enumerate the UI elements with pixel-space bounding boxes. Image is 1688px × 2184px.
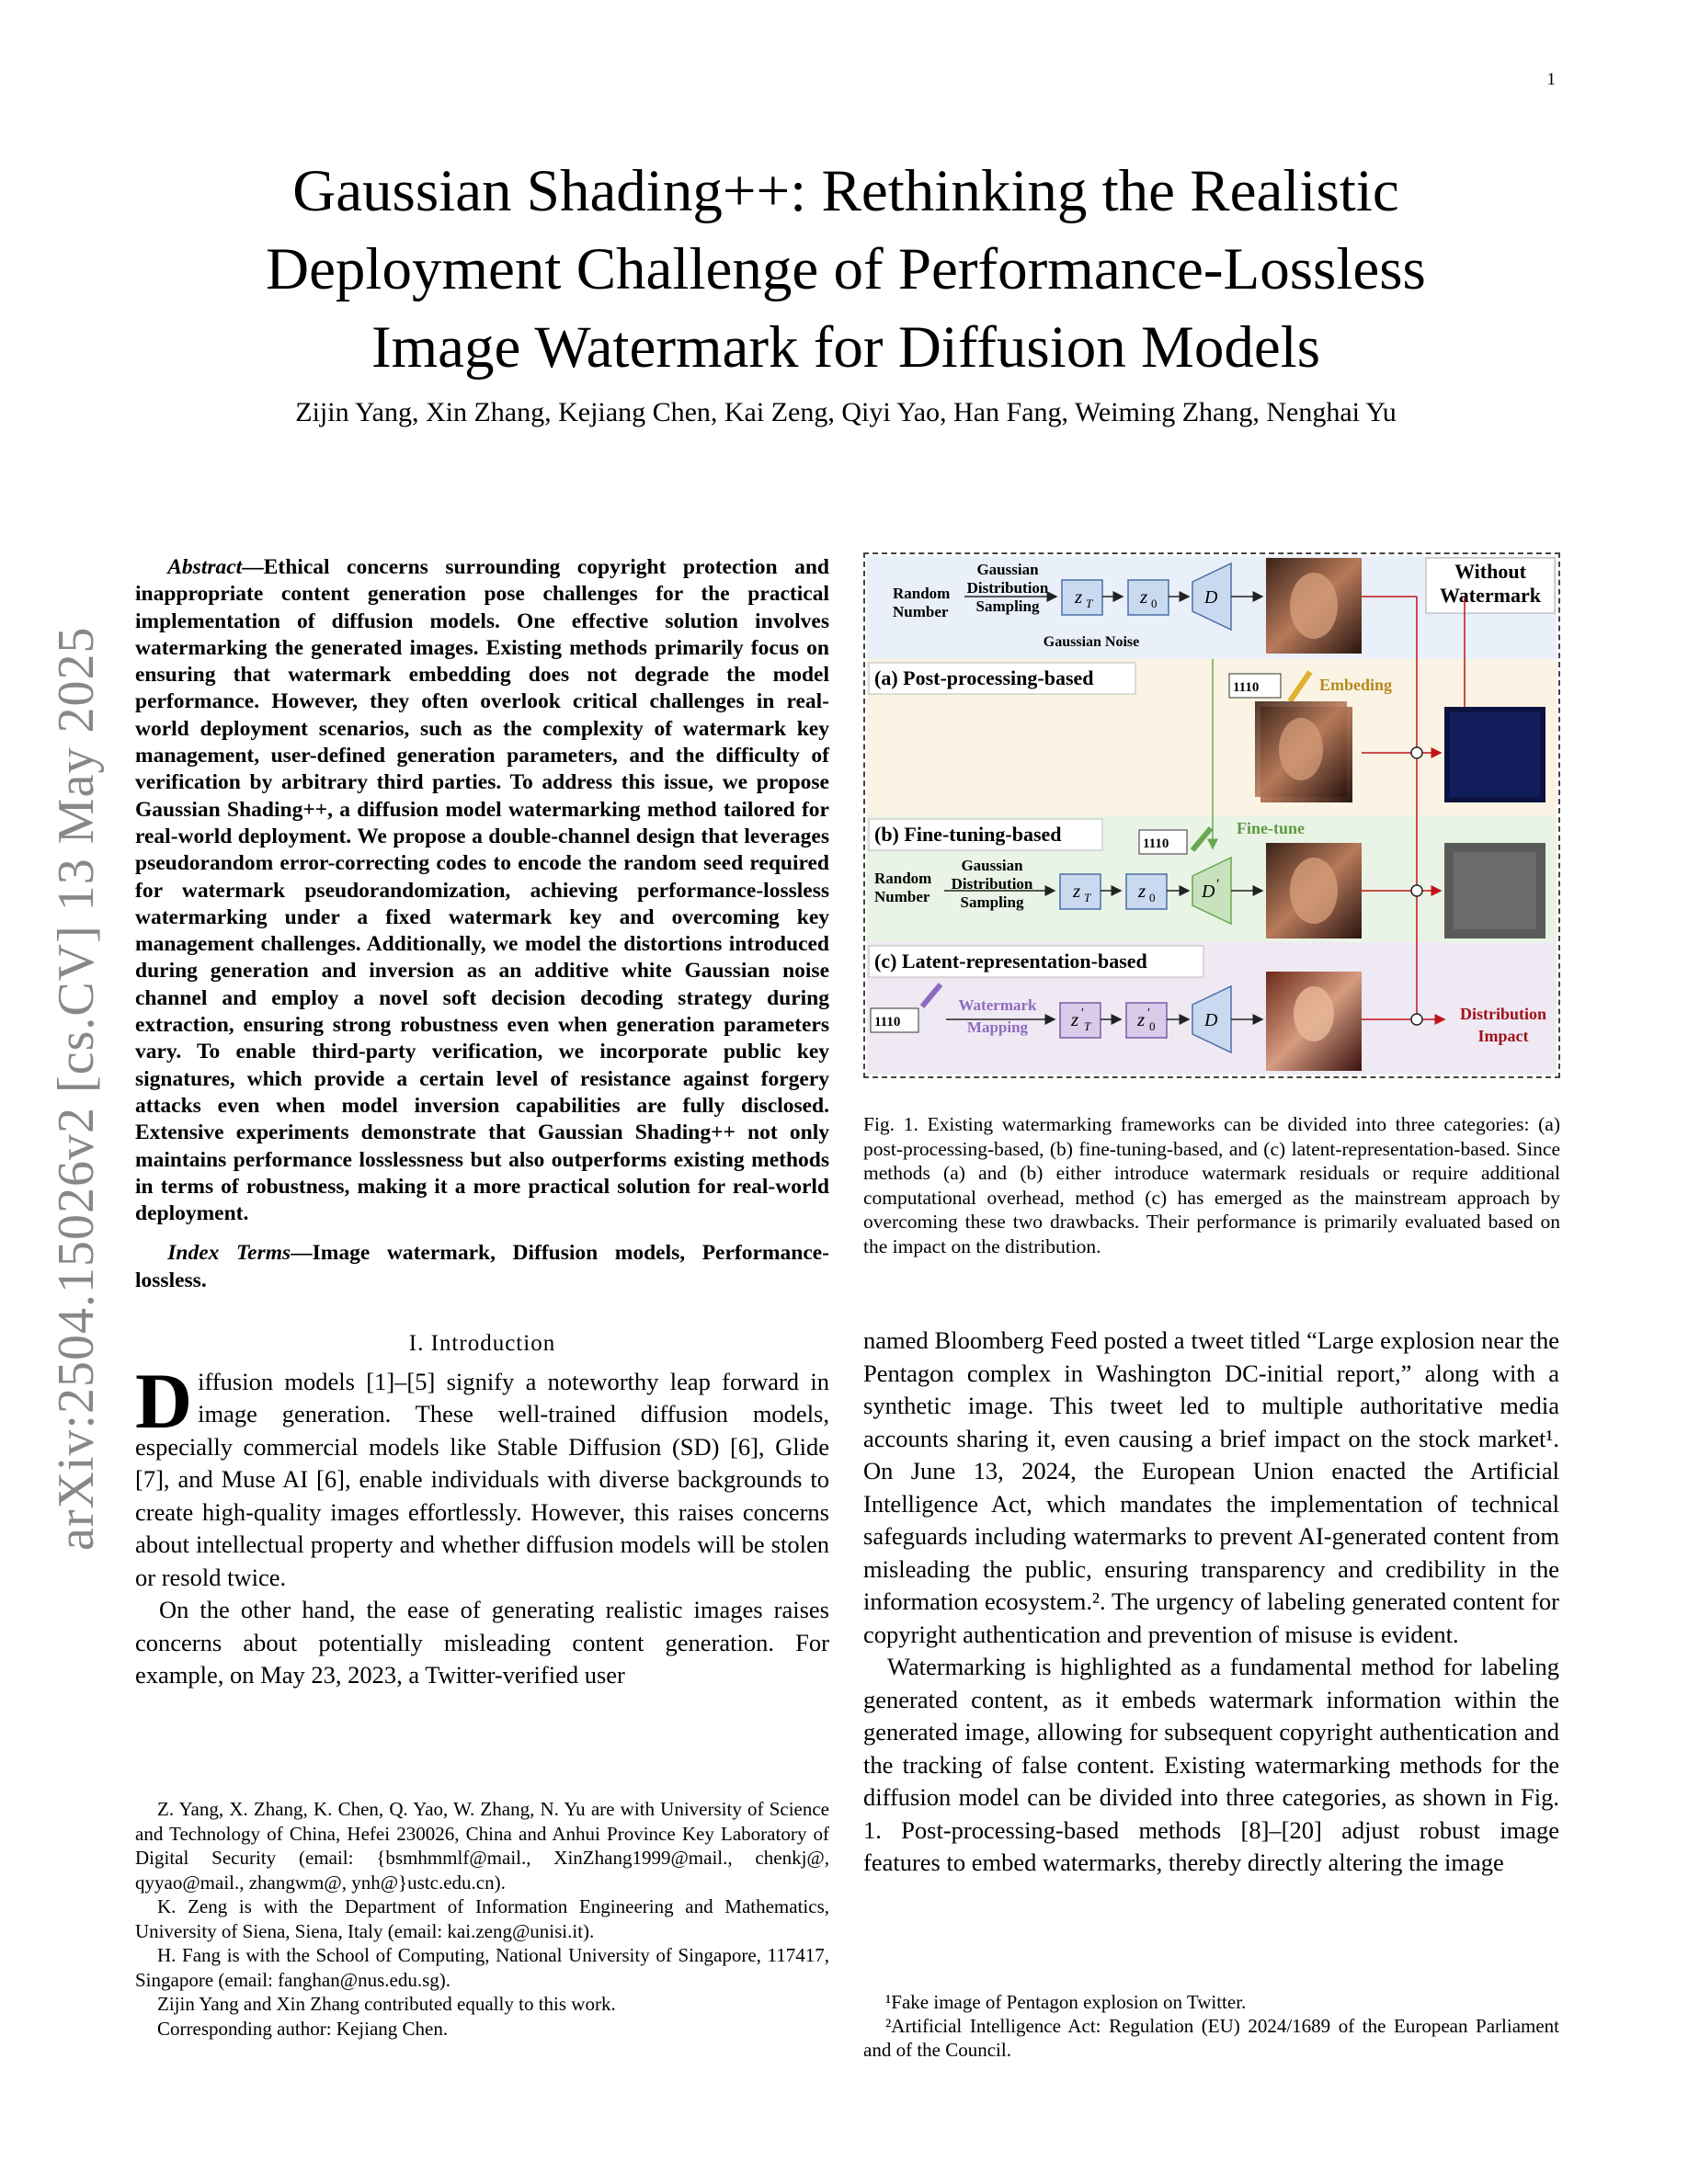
drop-cap: D — [135, 1356, 193, 1445]
affiliation-note: Z. Yang, X. Zhang, K. Chen, Q. Yao, W. Zhang, N. Yu are with University of Science and Technology of China, Hefei 230026, China and Anhui Province Key Laboratory of Digital Security (email: {bsmhmmlf@mail., XinZhang1999@mail., chenkj@, qyyao@mail., zhangwm@, ynh@}ustc.edu.cn). — [135, 1798, 829, 1894]
random-number-label: Random — [893, 585, 951, 602]
svg-text:Impact: Impact — [1477, 1027, 1529, 1045]
figure-diagram — [865, 554, 1558, 1076]
svg-text:z: z — [1073, 880, 1081, 902]
abstract-label: Abstract — [167, 555, 243, 579]
svg-text:z: z — [1071, 1008, 1079, 1030]
left-column — [135, 554, 829, 1692]
svg-text:1110: 1110 — [1143, 836, 1169, 851]
footnote-1: ¹Fake image of Pentagon explosion on Twitter. — [885, 1991, 1247, 2013]
affiliation-note: Corresponding author: Kejiang Chen. — [157, 2017, 449, 2040]
svg-text:D: D — [1204, 587, 1218, 608]
svg-text:′: ′ — [1216, 877, 1220, 893]
svg-text:Gaussian: Gaussian — [961, 857, 1023, 874]
intro-paragraph-1 — [135, 1356, 829, 1595]
svg-text:z: z — [1140, 586, 1148, 608]
svg-text:T: T — [1086, 597, 1093, 610]
watermark-mapping-label: Watermark — [958, 996, 1037, 1014]
abstract-text: —Ethical concerns surrounding copyright protection and inappropriate content generation pose challenges for the practical implementation of diffusion models. One effective solution involves watermarking the generated images. Existing methods primarily focus on ensuring that watermark embedding does not degrade the model performance. However, they often overlook critical challenges in real-world deployment scenarios, such as the complexity of watermark key management, user-defined generation parameters, and the difficulty of verification by arbitrary third parties. To address this issue, we propose Gaussian Shading++, a diffusion model watermarking method tailored for real-world deployment. We propose a double-channel design that leverages pseudorandom error-correcting codes to encode the random seed required for watermark pseudorandomization, achieving performance-lossless watermarking under a fixed watermark key and overcoming key management challenges. Additionally, we model the distortions introduced during generation and inversion as an additive white Gaussian noise channel and employ a novel soft decision decoding strategy during extraction, ensuring strong robustness even when generation parameters vary. To enable third-party verification, we incorporate public key signatures, which provide a certain level of resistance against forgery attacks even when model inversion capabilities are fully disclosed. Extensive experiments demonstrate that Gaussian Shading++ not only maintains performance losslessness but also outperforms existing methods in terms of robustness, making it a more practical solution for real-world deployment. — [135, 555, 829, 1226]
title-line: Image Watermark for Diffusion Models — [371, 314, 1321, 381]
svg-text:Sampling: Sampling — [960, 893, 1024, 911]
title-line: Gaussian Shading++: Rethinking the Realistic — [292, 158, 1399, 224]
affiliation-footnotes — [135, 1797, 829, 2041]
svg-text:1110: 1110 — [874, 1015, 901, 1029]
gaussian-noise-label: Gaussian Noise — [1043, 634, 1140, 650]
paper-title — [138, 153, 1554, 387]
svg-text:Watermark: Watermark — [1440, 584, 1541, 607]
affiliation-note: H. Fang is with the School of Computing, National University of Singapore, 117417, Singapore (email: fanghan@nus.edu.sg). — [135, 1944, 829, 1991]
svg-text:D: D — [1202, 882, 1215, 902]
footnote-2: ²Artificial Intelligence Act: Regulation (EU) 2024/1689 of the European Parliament and of the Council. — [863, 2015, 1559, 2061]
fine-tune-label: Fine-tune — [1237, 819, 1305, 837]
svg-text:′: ′ — [1147, 1007, 1151, 1020]
figure-1 — [863, 552, 1560, 1078]
svg-text:1110: 1110 — [1233, 680, 1260, 695]
embeding-label: Embeding — [1319, 676, 1393, 694]
abstract — [135, 554, 829, 1227]
affiliation-note: Zijin Yang and Xin Zhang contributed equally to this work. — [157, 1993, 616, 2015]
svg-text:Mapping: Mapping — [966, 1018, 1029, 1036]
post-processing-label: (a) Post-processing-based — [874, 666, 1094, 689]
index-terms — [135, 1240, 829, 1294]
fine-tuning-label: (b) Fine-tuning-based — [874, 823, 1062, 846]
svg-text:z: z — [1075, 586, 1083, 608]
arxiv-identifier: arXiv:2504.15026v2 [cs.CV] 13 May 2025 — [48, 626, 105, 1551]
svg-text:Without: Without — [1454, 560, 1526, 583]
figure-caption: Fig. 1. Existing watermarking frameworks can be divided into three categories: (a) post-processing-based, (b) fine-tuning-based, and (c) latent-representation-based. Since methods (a) and (b) either introduce watermark residuals or require additional computational overhead, method (c) has emerged as the mainstream approach by overcoming these two drawbacks. Their performance is primarily evaluated based on the impact on the distribution. — [863, 1113, 1560, 1257]
gaussian-sampling-label: Gaussian — [976, 561, 1039, 578]
svg-text:Random: Random — [874, 870, 932, 887]
author-list: Zijin Yang, Xin Zhang, Kejiang Chen, Kai Zeng, Qiyi Yao, Han Fang, Weiming Zhang, Nenghai Yu — [295, 397, 1397, 427]
right-paragraph-2: Watermarking is highlighted as a fundamental method for labeling generated content, as it embeds watermark information within the generated image, allowing for subsequent copyright authentication and the tracking of false content. Existing watermarking methods for the diffusion model can be divided into three categories, as shown in Fig. 1. Post-processing-based methods [8]–[20] adjust robust image features to embed watermarks, thereby directly altering the image — [863, 1653, 1559, 1876]
svg-text:Sampling: Sampling — [975, 597, 1040, 615]
index-terms-label: Index Terms — [167, 1241, 291, 1266]
affiliation-note: K. Zeng is with the Department of Information Engineering and Mathematics, University of Siena, Siena, Italy (email: kai.zeng@unisi.it). — [135, 1895, 829, 1942]
section-heading: I. Introduction — [408, 1331, 556, 1357]
page-number: 1 — [1546, 70, 1556, 89]
svg-text:Distribution: Distribution — [951, 875, 1033, 893]
svg-text:T: T — [1084, 1019, 1091, 1033]
page-footnotes — [863, 1990, 1559, 2062]
title-line: Deployment Challenge of Performance-Lossless — [266, 236, 1426, 302]
distribution-impact-label: Distribution — [1459, 1005, 1547, 1023]
svg-text:0: 0 — [1149, 891, 1156, 904]
intro-paragraph-1-text: iffusion models [1]–[5] signify a noteworthy leap forward in image generation. These well-trained diffusion models, especially commercial models like Stable Diffusion (SD) [6], Glide [7], and Muse AI [6], enable individuals with diverse backgrounds to create high-quality images effortlessly. However, this raises concerns about intellectual property and whether diffusion models will be stolen or resold twice. — [135, 1367, 829, 1591]
svg-text:′: ′ — [1081, 1007, 1085, 1020]
svg-text:T: T — [1084, 891, 1091, 904]
svg-text:0: 0 — [1149, 1019, 1156, 1033]
svg-text:0: 0 — [1151, 597, 1158, 610]
index-terms-text: —Image watermark, Diffusion models, Performance-lossless. — [135, 1241, 830, 1292]
svg-text:z: z — [1137, 1008, 1146, 1030]
svg-text:Number: Number — [893, 603, 949, 620]
right-paragraph-1: named Bloomberg Feed posted a tweet titled “Large explosion near the Pentagon complex in Washington DC-initial report,” along with a synthetic image. This tweet led to multiple authoritative media accounts sharing it, even causing a brief impact on the stock market¹. On June 13, 2024, the European Union enacted the Artificial Intelligence Act, which mandates the implementation of technical safeguards including watermarks to prevent AI-generated content from misleading the public, ensuring transparency and credibility in the information ecosystem.². The urgency of labeling generated content for copyright authentication and prevention of misuse is evident. — [863, 1326, 1559, 1648]
z0-box — [1128, 580, 1169, 615]
svg-text:Distribution: Distribution — [966, 579, 1049, 597]
intro-paragraph-2: On the other hand, the ease of generating realistic images raises concerns about potentially misleading content generation. For example, on May 23, 2023, a Twitter-verified user — [135, 1596, 829, 1689]
right-column — [863, 1325, 1559, 1880]
svg-text:z: z — [1138, 880, 1146, 902]
svg-text:Number: Number — [874, 888, 930, 905]
latent-representation-label: (c) Latent-representation-based — [874, 950, 1147, 973]
svg-text:D: D — [1204, 1010, 1218, 1030]
